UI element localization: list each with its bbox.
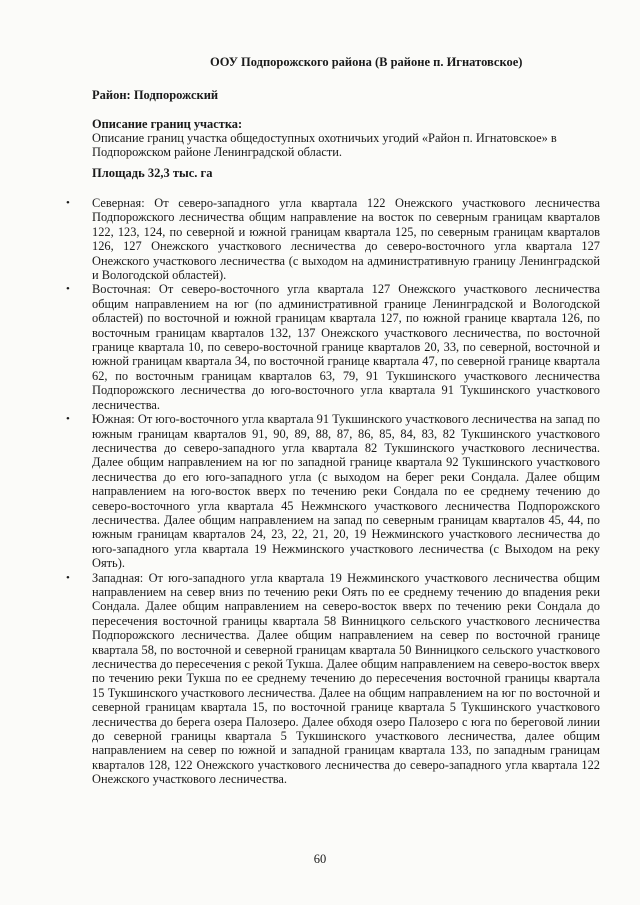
bullet-icon: • xyxy=(66,571,70,584)
description-section xyxy=(92,117,600,160)
description-label: Описание границ участка: xyxy=(92,117,243,131)
page-number: 60 xyxy=(313,852,327,866)
area-heading: Площадь 32,3 тыс. га xyxy=(92,166,213,180)
border-south xyxy=(66,412,600,570)
page-title: ООУ Подпорожского района (В районе п. Игнатовское) xyxy=(210,55,523,69)
description-text: Описание границ участка общедоступных охотничьих угодий «Район п. Игнатовское» в Подпорожском районе Ленинградской области. xyxy=(92,131,557,160)
bullet-icon: • xyxy=(66,283,70,296)
border-south-text: Южная: От юго-восточного угла квартала 91 Тукшинского участкового лесничества на запад по южным границам кварталов 91, 90, 89, 88, 87, 86, 85, 84, 83, 82 Тукшинского участкового лесничества до северо-западного угла квартала 82 Тукшинского участкового лесничества. Далее общим направлением на юг по западной границе квартала 92 Тукшинского участкового лесничества до его юго-западного угла (с выходом на берег реки Сондала. Далее общим направлением на юго-восток вверх по течению реки Сондала по ее среднему течению до северо-восточного угла квартала 45 Нежмнского участкового лесничества Подпорожского лесничества. Далее общим направлением на запад по северным границам кварталов 45, 44, по южным границам кварталов 24, 23, 22, 21, 20, 19 Нежминского участкового лесничества до юго-западного угла квартала 19 Нежминского участкового лесничества (с Выходом на реку Оять). xyxy=(92,412,600,571)
borders-list xyxy=(66,196,600,787)
border-north xyxy=(66,196,600,282)
bullet-icon: • xyxy=(66,197,70,209)
district-heading: Район: Подпорожский xyxy=(92,88,219,102)
bullet-icon: • xyxy=(66,413,70,426)
border-north-text: Северная: От северо-западного угла квартала 122 Онежского участкового лесничества Подпорожского лесничества общим направление на восток по северным границам кварталов 122, 123, 124, по северной и южной границам квартала 125, по северным границам кварталов 126, 127 Онежского участкового лесничества до северо-восточного угла квартала 127 Онежского участкового лесничества (с выходом на административную границу Ленинградской и Вологодской областей). xyxy=(92,196,600,283)
border-west xyxy=(66,571,600,787)
border-east-text: Восточная: От северо-восточного угла квартала 127 Онежского участкового лесничества общим направлением на юг (по административной границе Ленинградской и Вологодской областей) по восточной и южной границам квартала 127, по южной границе квартала 126, по восточным границам кварталов 132, 137 Онежского участкового лесничества, по восточной границе квартала 10, по северо-восточной границе кварталов 20, 33, по северной, восточной и южной границам квартала 34, по восточной границе квартала 47, по северной границе квартала 62, по восточным границам кварталов 63, 79, 91 Тукшинского участкового лесничества Подпорожского лесничества до юго-восточного угла квартала 91 Тукшинского участкового лесничества. xyxy=(92,282,600,412)
border-west-text: Западная: От юго-западного угла квартала 19 Нежминского участкового лесничества общим направлением на север вниз по течению реки Оять по ее среднему течению до впадения реки Сондала. Далее общим направлением на северо-восток вверх по течению реки Сондала до пересечения восточной границы квартала 58 Винницкого сельского участкового лесничества Подпорожского лесничества. Далее общим направлением на север по восточной границе квартала 58, по восточной и северной границам квартала 50 Винницкого сельского участкового лесничества до пересечения с рекой Тукша. Далее общим направлением на северо-восток вверх по течению реки Тукша по ее среднему течению до пересечения восточной границы квартала 15 Тукшинского участкового лесничества. Далее на общим направлением на юг по восточной и северной границам квартала 15, по восточной границе квартала 5 Тукшинского участкового лесничества до берега озера Палозеро. Далее обходя озеро Палозеро с юга по береговой линии до северной границы квартала 5 Тукшинского участкового лесничества, далее общим направлением на север по южной и западной границам квартала 133, по западным границам кварталов 128, 122 Онежского участкового лесничества до северо-западного угла квартала 122 Онежского участкового лесничества. xyxy=(92,570,600,787)
border-east xyxy=(66,282,600,412)
